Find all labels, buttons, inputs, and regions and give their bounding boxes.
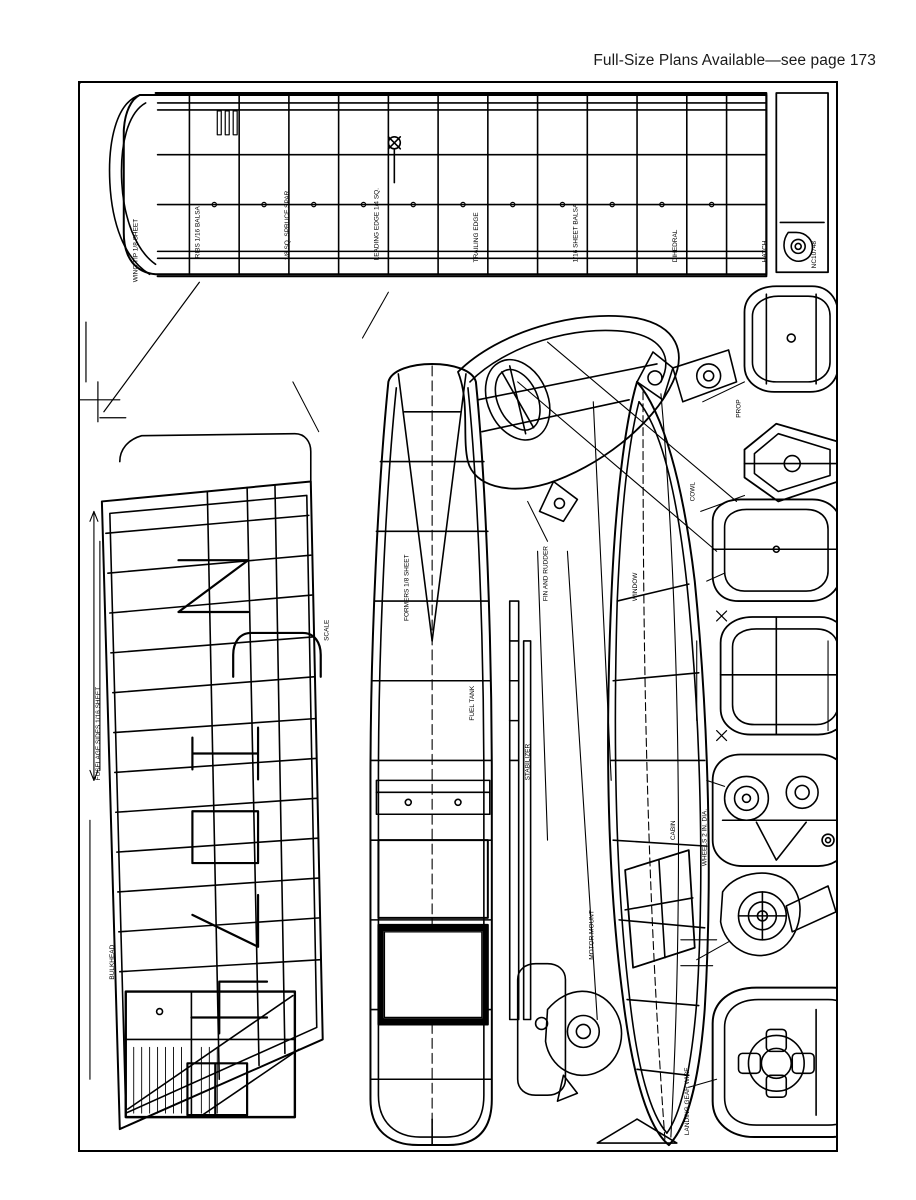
annotation-title-block: NC10748	[811, 240, 819, 269]
annotation-hatch: HATCH	[761, 240, 769, 263]
upper-left-lead-lines	[80, 282, 199, 421]
spinner-detail	[721, 873, 836, 955]
plan-drawing-frame	[78, 81, 838, 1152]
annotation-trailing-edge: TRAILING EDGE	[472, 212, 480, 263]
annotation-rib: RIBS 1/16 BALSA	[194, 206, 202, 259]
annotation-spar: 1/8 SQ. SPRUCE SPAR	[283, 190, 291, 261]
annotation-tip: WING TIP 1/8 SHEET	[132, 218, 140, 283]
top-view-wing-panel	[110, 93, 767, 276]
annotation-tank: FUEL TANK	[468, 685, 476, 721]
annotation-window: WINDOW	[632, 572, 640, 602]
fuselage-top-view	[370, 364, 491, 1145]
annotation-landing-gear: LANDING GEAR WIRE	[683, 1067, 691, 1136]
full-size-plans-note: Full-Size Plans Available—see page 173	[593, 52, 876, 69]
annotation-wheels: WHEELS 2 IN. DIA.	[701, 808, 709, 867]
annotation-cabin: CABIN	[669, 820, 677, 841]
wheel-and-landing-gear-detail	[713, 754, 836, 866]
annotation-cowl: COWL	[689, 482, 697, 502]
annotation-stabilizer: STABILIZER	[524, 743, 532, 781]
fuselage-side-view	[597, 350, 736, 1145]
plan-drawing	[80, 83, 836, 1150]
stringer-strips	[510, 601, 531, 1019]
annotation-bulkhead: BULKHEAD	[108, 944, 116, 980]
annotation-prop: PROP	[735, 399, 743, 418]
annotation-wing-panel: 1/16 SHEET BALSA	[572, 203, 580, 263]
annotation-dihedral: DIHEDRAL	[671, 229, 679, 263]
annotation-motor-mount: MOTOR MOUNT	[588, 910, 596, 960]
left-margin-notes	[90, 511, 100, 1079]
cowl-front-detail	[713, 988, 836, 1137]
annotation-fin: FIN AND RUDDER	[542, 546, 550, 602]
small-parts-details	[518, 964, 622, 1101]
registration-lettering-panel	[102, 434, 323, 1129]
annotation-leading-edge: LEADING EDGE 1/4 SQ.	[373, 188, 381, 261]
top-right-detail-box	[776, 93, 828, 272]
annotation-formers: FORMERS 1/8 SHEET	[403, 554, 411, 621]
annotation-fuselage-sides: FUSELAGE SIDES 1/16 SHEET	[94, 686, 102, 781]
annotation-scale: SCALE	[323, 619, 331, 641]
